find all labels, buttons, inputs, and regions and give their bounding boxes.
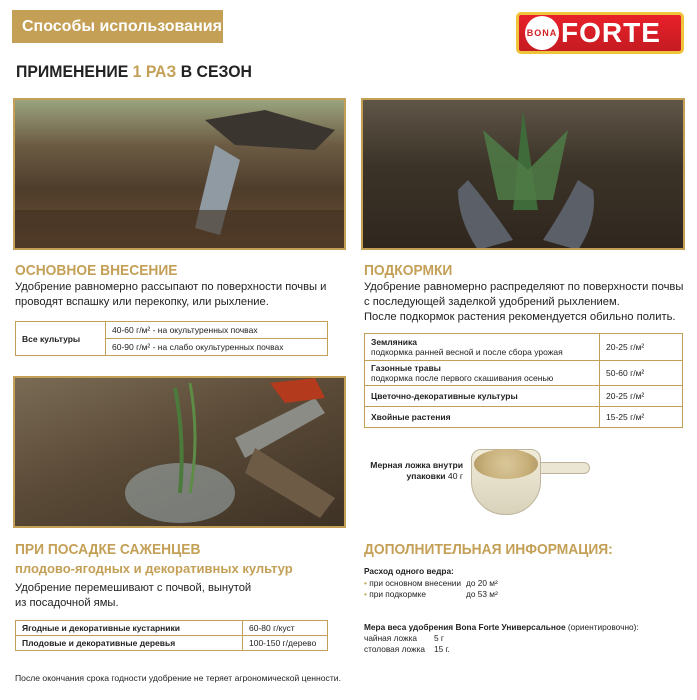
basic-table-label: Все культуры (16, 322, 106, 356)
feed-row-value: 50-60 г/м² (600, 361, 683, 386)
planting-text-1: Удобрение перемешивают с почвой, вынутой (15, 582, 252, 594)
table-row (16, 636, 328, 651)
planting-row-name: Плодовые и декоративные деревья (16, 636, 243, 651)
seedling-illustration (15, 378, 346, 528)
bona-forte-logo (516, 12, 684, 54)
planting-subtitle: плодово-ягодных и декоративных культур (15, 561, 293, 576)
list-item: • при основном внесении до 20 м² (364, 578, 498, 588)
scoop-granules (474, 449, 538, 479)
feed-text-2: с последующей заделкой удобрений рыхлением. (364, 296, 620, 308)
planting-title: ПРИ ПОСАДКЕ САЖЕНЦЕВ (15, 541, 201, 558)
basic-text-1: Удобрение равномерно рассыпают по поверхности почвы и (15, 281, 327, 293)
heading-accent: 1 РАЗ (132, 62, 177, 81)
basic-table (15, 321, 328, 356)
logo-bona-circle: BONA (525, 16, 559, 50)
table-row (365, 361, 683, 386)
scoop-caption-line1: Мерная ложка внутри (370, 460, 463, 470)
photo-gloved-hands-pine (361, 98, 685, 250)
extra-title: ДОПОЛНИТЕЛЬНАЯ ИНФОРМАЦИЯ: (364, 541, 613, 558)
heading-part2: В СЕЗОН (176, 62, 252, 81)
feed-row-value: 15-25 г/м² (600, 407, 683, 428)
section-badge: Способы использования (12, 10, 223, 43)
main-heading (16, 62, 252, 82)
table-row (16, 621, 328, 636)
planting-row-value: 100-150 г/дерево (243, 636, 328, 651)
feed-row-value: 20-25 г/м² (600, 334, 683, 361)
spade-illustration (15, 100, 346, 250)
list-item: • при подкормке до 53 м² (364, 589, 498, 599)
feed-row-name: Цветочно-декоративные культуры (365, 386, 600, 407)
list-item: чайная ложка 5 г (364, 633, 444, 643)
feed-text-3: После подкормок растения рекомендуется обильно полить. (364, 311, 676, 323)
feed-row-name: Земляника подкормка ранней весной и после сбора урожая (365, 334, 600, 361)
bucket-list (364, 578, 564, 600)
table-row (365, 407, 683, 428)
feed-table (364, 333, 683, 428)
feed-row-value: 20-25 г/м² (600, 386, 683, 407)
planting-row-name: Ягодные и декоративные кустарники (16, 621, 243, 636)
basic-table-value: 60-90 г/м² - на слабо окультуренных почвах (106, 339, 328, 356)
table-row (365, 334, 683, 361)
feed-row-name: Хвойные растения (365, 407, 600, 428)
table-row (365, 386, 683, 407)
basic-title: ОСНОВНОЕ ВНЕСЕНИЕ (15, 262, 178, 279)
measuring-scoop-handle (536, 462, 590, 474)
footer-note: После окончания срока годности удобрение не теряет агрономической ценности. (15, 673, 341, 683)
pine-hands-illustration (363, 100, 685, 250)
feed-row-name: Газонные травы подкормка после первого скашивания осенью (365, 361, 600, 386)
bucket-label: Расход одного ведра: (364, 566, 454, 576)
weight-label: Мера веса удобрения Bona Forte Универсальное (ориентировочно): (364, 622, 639, 632)
feed-text-1: Удобрение равномерно распределяют по поверхности почвы (364, 281, 684, 293)
list-item: столовая ложка 15 г. (364, 644, 450, 654)
basic-text-2: проводят вспашку или перекопку, или рыхление. (15, 296, 269, 308)
planting-text-2: из посадочной ямы. (15, 597, 119, 609)
planting-table (15, 620, 328, 651)
feed-title: ПОДКОРМКИ (364, 262, 453, 279)
heading-part1: ПРИМЕНЕНИЕ (16, 62, 133, 81)
photo-seedling-planting-hole (13, 376, 346, 528)
table-row (16, 322, 328, 339)
planting-row-value: 60-80 г/куст (243, 621, 328, 636)
scoop-caption-line2: упаковки (406, 471, 446, 481)
basic-table-value: 40-60 г/м² - на окультуренных почвах (106, 322, 328, 339)
weight-list (364, 633, 564, 655)
photo-spade-soil (13, 98, 346, 250)
scoop-amount: 40 г (445, 471, 463, 481)
scoop-caption (365, 460, 463, 482)
logo-forte-text: FORTE (561, 17, 661, 48)
